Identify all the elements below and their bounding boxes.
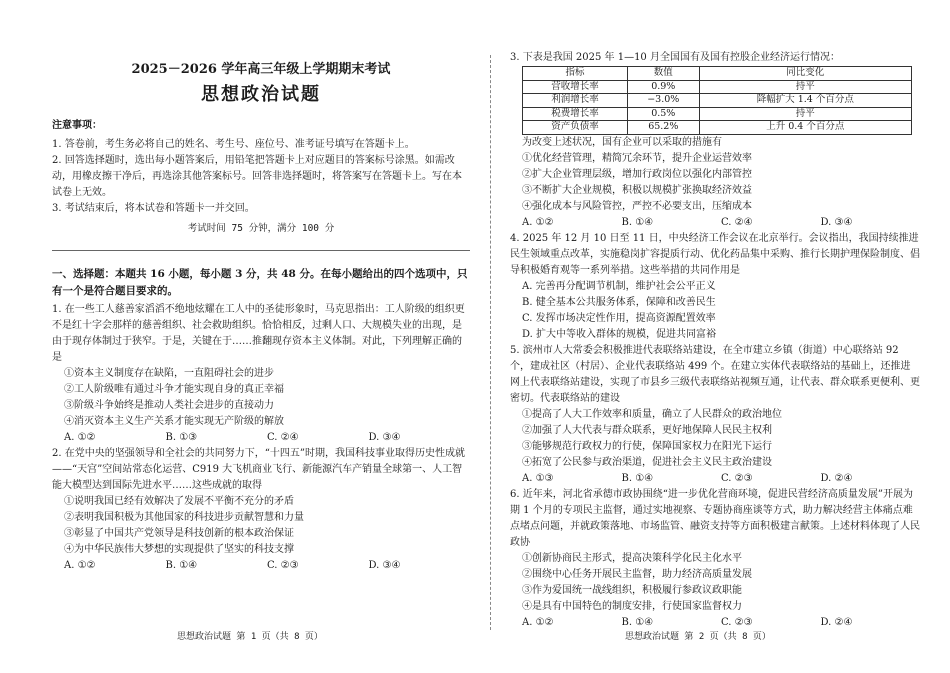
q3-choice: ②扩大企业管理层级，增加行政岗位以强化内部管控	[522, 168, 752, 180]
table-cell: 0.5%	[627, 107, 699, 121]
page-1-column	[52, 0, 470, 673]
q5-choice: ④拓宽了公民参与政治渠道，促进社会主义民主政治建设	[522, 456, 772, 468]
q3-choice: ③不断扩大企业规模，积极以规模扩张换取经济效益	[522, 184, 752, 196]
q3-option-b[interactable]: B. ①④	[621, 216, 654, 228]
q4-option-a[interactable]: A. 完善再分配调节机制，维护社会公平正义	[522, 280, 716, 292]
q5-option-d[interactable]: D. ②④	[820, 472, 853, 484]
q1-option-d[interactable]: D. ③④	[368, 432, 401, 443]
q6-option-d[interactable]: D. ②④	[820, 616, 853, 628]
q1-stem: 1. 在一些工人慈善家滔滔不绝地炫耀在工人中的圣徒形象时，马克思指出：工人阶级的组织更不是红十字会那样的慈善组织、社会救助组织。恰恰相反，过剩人口、大规模失业的出现，是由于现存体制过于狭窄。于是，关键在于……推翻现存资本主义体制。对此，下列理解正确的是	[52, 304, 465, 363]
q1-option-b[interactable]: B. ①③	[165, 432, 198, 443]
table-header-cell: 同比变化	[699, 67, 911, 81]
question-1	[52, 302, 470, 446]
section-1-heading: 一、选择题：本题共 16 小题，每小题 3 分，共 48 分。在每小题给出的四个选项中，只有一个是符合题目要求的。	[52, 268, 468, 297]
table-header-cell: 数值	[627, 67, 699, 81]
q4-option-c[interactable]: C. 发挥市场决定性作用，提高资源配置效率	[522, 312, 716, 324]
q5-choice: ③能够规范行政权力的行使，保障国家权力在阳光下运行	[522, 440, 772, 452]
q5-choice: ②加强了人大代表与群众联系，更好地保障人民民主权利	[522, 424, 772, 436]
q2-choice: ①说明我国已经有效解决了发展不平衡不充分的矛盾	[64, 496, 294, 507]
q6-option-c[interactable]: C. ②③	[721, 616, 753, 628]
q3-choice: ①优化经营管理，精简冗余环节，提升企业运营效率	[522, 152, 752, 164]
q2-choice: ④为中华民族伟大梦想的实现提供了坚实的科技支撑	[64, 544, 294, 555]
q6-choice: ②围绕中心任务开展民主监督，助力经济高质量发展	[522, 568, 752, 580]
q5-options	[510, 471, 920, 487]
table-header-row	[523, 67, 912, 81]
economic-data-table	[522, 66, 912, 135]
table-cell: 营收增长率	[523, 80, 628, 94]
q1-options	[52, 430, 470, 446]
q1-choice: ③阶级斗争始终是推动人类社会进步的直接动力	[64, 400, 274, 411]
table-cell: 持平	[699, 107, 911, 121]
notice-heading: 注意事项：	[52, 120, 102, 131]
q3-option-d[interactable]: D. ③④	[820, 216, 853, 228]
notice-item-1: 1. 答卷前，考生务必将自己的姓名、考生号、座位号、准考证号填写在答题卡上。	[52, 139, 415, 150]
table-row	[523, 80, 912, 94]
q2-options	[52, 558, 470, 574]
table-cell: 持平	[699, 80, 911, 94]
q6-option-b[interactable]: B. ①④	[621, 616, 654, 628]
exam-time-line: 考试时间 75 分钟，满分 100 分	[187, 223, 335, 234]
q2-option-d[interactable]: D. ③④	[368, 560, 401, 571]
table-row	[523, 107, 912, 121]
q4-option-d[interactable]: D. 扩大中等收入群体的规模，促进共同富裕	[522, 328, 717, 340]
notice-block	[52, 118, 470, 237]
table-row	[523, 121, 912, 135]
q4-option-b[interactable]: B. 健全基本公共服务体系，保障和改善民生	[522, 296, 716, 308]
notice-item-3: 3. 考试结束后，将本试卷和答题卡一并交回。	[52, 203, 255, 214]
q2-option-a[interactable]: A. ①②	[64, 560, 96, 571]
q3-choice: ④强化成本与风险管控，严控不必要支出，压缩成本	[522, 200, 752, 212]
section-1	[52, 266, 470, 574]
q6-option-a[interactable]: A. ①②	[522, 616, 554, 628]
q5-option-b[interactable]: B. ①④	[621, 472, 654, 484]
exam-title: 2025－2026 学年高三年级上学期期末考试	[131, 62, 391, 77]
notice-item-2: 2. 回答选择题时，选出每小题答案后，用铅笔把答题卡上对应题目的答案标号涂黑。如需改动，用橡皮擦干净后，再选涂其他答案标号。回答非选择题时，将答案写在答题卡上。写在本试卷上无效。	[52, 155, 462, 198]
q6-choice: ③作为爱国统一战线组织，积极履行参政议政职能	[522, 584, 742, 596]
q3-option-a[interactable]: A. ①②	[522, 216, 554, 228]
table-cell: 税费增长率	[523, 107, 628, 121]
q5-option-c[interactable]: C. ②③	[721, 472, 753, 484]
table-cell: 降幅扩大 1.4 个百分点	[699, 94, 911, 108]
q2-choice: ③彰显了中国共产党领导是科技创新的根本政治保证	[64, 528, 294, 539]
q1-choice: ④消灭资本主义生产关系才能实现无产阶级的解放	[64, 416, 284, 427]
q5-choice: ①提高了人大工作效率和质量，确立了人民群众的政治地位	[522, 408, 782, 420]
table-row	[523, 94, 912, 108]
q5-stem: 5. 滨州市人大常委会积极推进代表联络站建设，在全市建立乡镇（街道）中心联络站 92 个，建成社区（村居）、企业代表联络站 499 个。在建立实体代表联络站的基础上，还推进网上代表联络站建设，实现了市县乡三级代表联络站视频互通，让代表、群众联系更便利、更密切。代表联络站的建设	[510, 344, 920, 404]
page-2-column	[510, 0, 920, 673]
column-divider	[490, 55, 491, 630]
table-cell: 上升 0.4 个百分点	[699, 121, 911, 135]
q3-option-c[interactable]: C. ②④	[721, 216, 753, 228]
q2-choice: ②表明我国积极为其他国家的科技进步贡献智慧和力量	[64, 512, 304, 523]
subject-title: 思想政治试题	[201, 84, 321, 105]
question-2	[52, 446, 470, 574]
q1-option-a[interactable]: A. ①②	[64, 432, 96, 443]
question-3	[510, 50, 920, 631]
question-6	[510, 487, 920, 631]
page-footer-right: 思想政治试题 第 2 页（共 8 页）	[625, 632, 771, 642]
q6-choice: ④是具有中国特色的制度安排，行使国家监督权力	[522, 600, 742, 612]
q3-options	[510, 215, 920, 231]
table-header-cell: 指标	[523, 67, 628, 81]
q2-stem: 2. 在党中央的坚强领导和全社会的共同努力下，“十四五”时期，我国科技事业取得历史性成就——“天宫”空间站常态化运营、C919 大飞机商业飞行、新能源汽车产销量全球第一、人工智能大模型达到国际先进水平……这些成就的取得	[52, 448, 465, 491]
q3-intro: 3. 下表是我国 2025 年 1—10 月全国国有及国有控股企业经济运行情况：	[510, 52, 840, 63]
q2-option-c[interactable]: C. ②③	[267, 560, 299, 571]
q1-option-c[interactable]: C. ②④	[267, 432, 299, 443]
q6-choice: ①创新协商民主形式，提高决策科学化民主化水平	[522, 552, 742, 564]
q4-stem: 4. 2025 年 12 月 10 日至 11 日，中央经济工作会议在北京举行。会议指出，我国持续推进民生领域重点改革，实施稳岗扩容提质行动、优化药品集中采购、推行长期护理保险制度、倡导积极婚育观等一系列举措。这些举措的共同作用是	[510, 232, 920, 276]
table-cell: 0.9%	[627, 80, 699, 94]
q1-choice: ②工人阶级唯有通过斗争才能实现自身的真正幸福	[64, 384, 284, 395]
q3-stem: 为改变上述状况，国有企业可以采取的措施有	[522, 136, 722, 148]
question-4	[510, 231, 920, 343]
section-divider	[52, 250, 470, 251]
page-footer-left: 思想政治试题 第 1 页（共 8 页）	[177, 632, 323, 642]
question-5	[510, 343, 920, 487]
table-cell: 资产负债率	[523, 121, 628, 135]
q6-stem: 6. 近年来，河北省承德市政协围绕“进一步优化营商环境，促进民营经济高质量发展”开展为期 1 个月的专项民主监督，通过实地视察、专题协商座谈等方式，助力解决经营主体痛点难点堵点问题，并就政策落地、市场监管、融资支持等方面积极建言献策。上述材料体现了人民政协	[510, 488, 920, 548]
table-cell: 65.2%	[627, 121, 699, 135]
q2-option-b[interactable]: B. ①④	[165, 560, 198, 571]
q5-option-a[interactable]: A. ①③	[522, 472, 554, 484]
table-cell: −3.0%	[627, 94, 699, 108]
q1-choice: ①资本主义制度存在缺陷，一直阻碍社会的进步	[64, 368, 274, 379]
table-cell: 利润增长率	[523, 94, 628, 108]
